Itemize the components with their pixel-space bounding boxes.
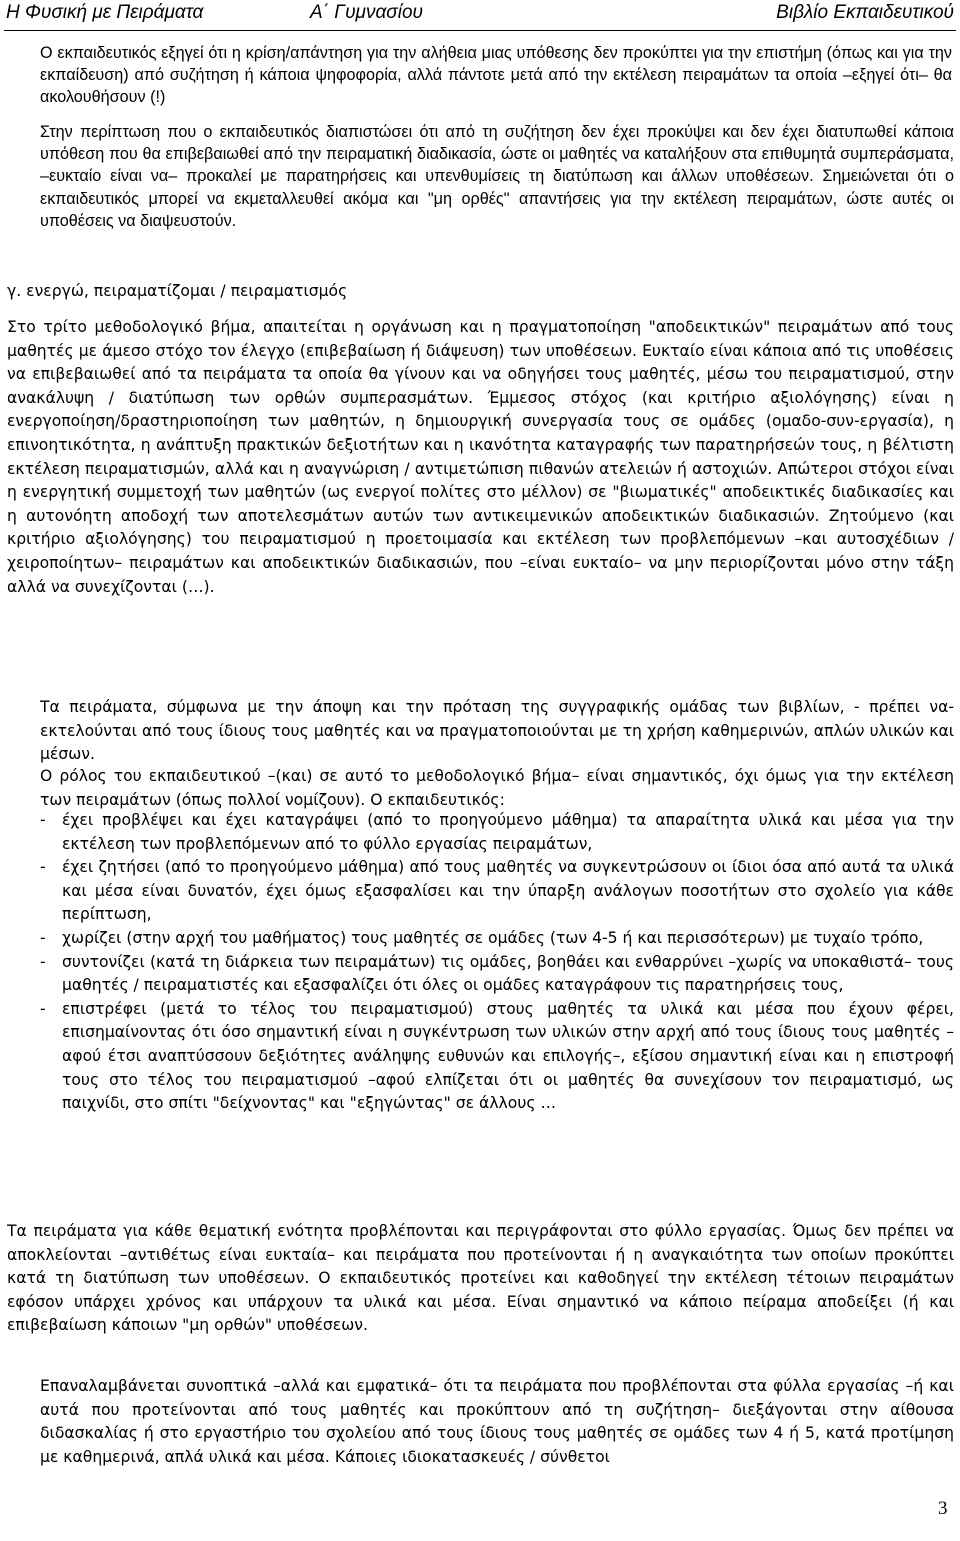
header-book-title: Η Φυσική με Πειράματα: [6, 2, 204, 23]
list-dash: -: [40, 928, 46, 947]
list-item: [40, 927, 954, 951]
paragraph-teacher-role: Ο ρόλος του εκπαιδευτικού –(και) σε αυτό το μεθοδολογικό βήμα– είναι σημαντικός, όχι όμως για την εκτέλεση των πειραμάτων (όπως πολλοί νομίζουν). Ο εκπαιδευτικός:: [40, 767, 954, 809]
header-book-type: Βιβλίο Εκπαιδευτικού: [776, 2, 954, 23]
list-item: [40, 856, 954, 927]
list-item-text: συντονίζει (κατά τη διάρκεια των πειραμάτων) τις ομάδες, βοηθάει και ενθαρρύνει –χωρίς να υποκαθιστά– τους μαθητές / πειραματιστές και εξασφαλίζει ότι όλες οι ομάδες καταγράφουν τις παρατηρήσεις τους,: [62, 952, 954, 995]
paragraph-third-step: Στο τρίτο μεθοδολογικό βήμα, απαιτείται η οργάνωση και η πραγματοποίηση "αποδεικτικών" πειραμάτων από τους μαθητές με άμεσο στόχο τον έλεγχο (επιβεβαίωση ή διάψευση) των υποθέσεων. Ευκταίο είναι κάποια από τις υποθέσεις να επιβεβαιωθεί από τα πειράματα τα οποία θα γίνουν και να οδηγήσει τους μαθητές, μέσω του πειραματισμού, στην ανακάλυψη / διατύπωση των ορθών συμπερασμάτων. Έμμεσος στόχος (και κριτήριο αξιολόγησης) είναι η ενεργοποίηση/δραστηριοποίηση των μαθητών, η δημιουργική συνεργασία τους σε ομάδες (ομαδο-συν-εργασία), η επινοητικότητα, η ανάπτυξη πρακτικών δεξιοτήτων και η ικανότητα καταγραφής των παρατηρήσεών τους, η βέλτιστη εκτέλεση πειραματισμών, αλλά και η αναγνώριση / αντιμετώπιση πιθανών ατελειών ή αστοχιών. Απώτεροι στόχοι είναι η ενεργητική συμμετοχή των μαθητών (ως ενεργοί πολίτες στο μέλλον) σε "βιωματικές" αποδεικτικές διαδικασίες και η αυτονόητη αποδοχή των αποτελεσμάτων αυτών των αντικειμενικών αποδεικτικών διαδικασιών. Ζητούμενο (και κριτήριο αξιολόγησης) του πειραματισμού η προετοιμασία και εκτέλεση των προβλεπόμενων –και αυτοσχέδιων / χειροποίητων– πειραμάτων και αποδεικτικών διαδικασιών, που –είναι ευκταίο– να μην περιορίζονται μόνο στην τάξη αλλά να συνεχίζονται (…).: [7, 318, 954, 596]
list-item-text: χωρίζει (στην αρχή του μαθήματος) τους μαθητές σε ομάδες (των 4-5 ή και περισσότερων) με τυχαίο τρόπο,: [62, 928, 924, 947]
list-item: [40, 809, 954, 856]
header-grade: Α΄ Γυμνασίου: [310, 2, 423, 23]
paragraph-no-hypothesis: Στην περίπτωση που ο εκπαιδευτικός διαπιστώσει ότι από τη συζήτηση δεν έχει προκύψει και δεν έχει διατυπωθεί κάποια υπόθεση που θα επιβεβαιωθεί από την πειραματική διαδικασία, ώστε οι μαθητές να καταλήξουν στα επιθυμητά συμπεράσματα, –ευκταίο είναι να– προκαλεί με παρατηρήσεις και υπενθυμίσεις τη διατύπωση και άλλων υποθέσεων. Σημειώνεται ότι ο εκπαιδευτικός μπορεί να εκμεταλλευθεί ακόμα και "μη ορθές" απαντήσεις για την εκτέλεση πειραμάτων, ώστε αυτές οι υποθέσεις να διαψευστούν.: [40, 123, 954, 230]
teacher-duties-list: [40, 809, 954, 1116]
paragraph-experiments-by-students: Τα πειράματα, σύμφωνα με την άποψη και την πρόταση της συγγραφικής ομάδας των βιβλίων, - πρέπει να- εκτελούνται από τους ίδιους τους μαθητές και να πραγματοποιούνται με τη χρήση καθημερινών, απλών υλικών και μέσων.: [40, 698, 954, 764]
list-item: [40, 951, 954, 998]
list-item-text: έχει ζητήσει (από το προηγούμενο μάθημα) από τους μαθητές να συγκεντρώσουν οι ίδιοι όσα από αυτά τα υλικά και μέσα είναι δυνατόν, έχει όμως εξασφαλίσει και την ύπαρξη ανάλογων ποσοτήτων στο σχολείο για κάθε περίπτωση,: [62, 858, 954, 924]
running-header: [6, 0, 954, 30]
list-dash: -: [40, 952, 46, 971]
section-heading-gamma: γ. ενεργώ, πειραματίζομαι / πειραματισμός: [7, 282, 348, 300]
list-item-text: επιστρέφει (μετά το τέλος του πειραματισμού) στους μαθητές τα υλικά και μέσα που έχουν φέρει, επισημαίνοντας ότι όσο σημαντική είναι η συγκέντρωση των υλικών στην αρχή από τους ίδιους τους μαθητές –αφού έτσι αναπτύσσουν δεξιότητες ανάληψης ευθυνών και επιλογής–, εξίσου σημαντική είναι και η επιστροφή τους στο τέλος του πειραματισμού –αφού ελπίζεται ότι οι μαθητές θα συνεχίσουν τον πειραματισμό, ως παιχνίδι, στο σπίτι "δείχνοντας" και "εξηγώντας" σε άλλους …: [62, 999, 954, 1113]
header-rule: [4, 30, 956, 31]
paragraph-summary: Επαναλαμβάνεται συνοπτικά –αλλά και εμφατικά– ότι τα πειράματα που προβλέπονται στα φύλλα εργασίας –ή και αυτά που προτείνονται από τους μαθητές και προκύπτουν από τη συζήτηση– διεξάγονται στην αίθουσα διδασκαλίας ή στο εργαστήριο του σχολείου από τους ίδιους τους μαθητές σε ομάδες των 4 ή 5, κατά προτίμηση με καθημερινά, απλά υλικά και μέσα. Κάποιες ιδιοκατασκευές / σύνθετοι: [40, 1377, 954, 1466]
list-dash: -: [40, 858, 46, 877]
paragraph-experiments-per-unit: Τα πειράματα για κάθε θεματική ενότητα προβλέπονται και περιγράφονται στο φύλλο εργασίας. Όμως δεν πρέπει να αποκλείονται –αντιθέτως είναι ευκταία– και πειράματα που προτείνονται ή η αναγκαιότητα των οποίων προκύπτει κατά τη διατύπωση των υποθέσεων. Ο εκπαιδευτικός προτείνει και καθοδηγεί την εκτέλεση τέτοιων πειραμάτων εφόσον υπάρχει χρόνος και υπάρχουν τα υλικά και μέσα. Είναι σημαντικό να κάποιο πείραμα αποδείξει (ή και επιβεβαίωση κάποιων "μη ορθών" υποθέσεων.: [7, 1222, 954, 1335]
list-item: [40, 998, 954, 1116]
paragraph-hypothesis-truth: Ο εκπαιδευτικός εξηγεί ότι η κρίση/απάντηση για την αλήθεια μιας υπόθεσης δεν προκύπτει για την επιστήμη (όπως και για την εκπαίδευση) από συζήτηση ή κάποια ψηφοφορία, αλλά πάντοτε μετά από την εκτέλεση πειραμάτων τα οποία –εξηγεί ότι– θα ακολουθήσουν (!): [40, 44, 952, 107]
list-dash: -: [40, 999, 46, 1018]
list-item-text: έχει προβλέψει και έχει καταγράψει (από το προηγούμενο μάθημα) τα απαραίτητα υλικά και μέσα για την εκτέλεση των προβλεπόμενων από το φύλλο εργασίας πειραμάτων,: [62, 811, 954, 853]
list-dash: -: [40, 811, 46, 829]
page-number: 3: [938, 1498, 948, 1519]
